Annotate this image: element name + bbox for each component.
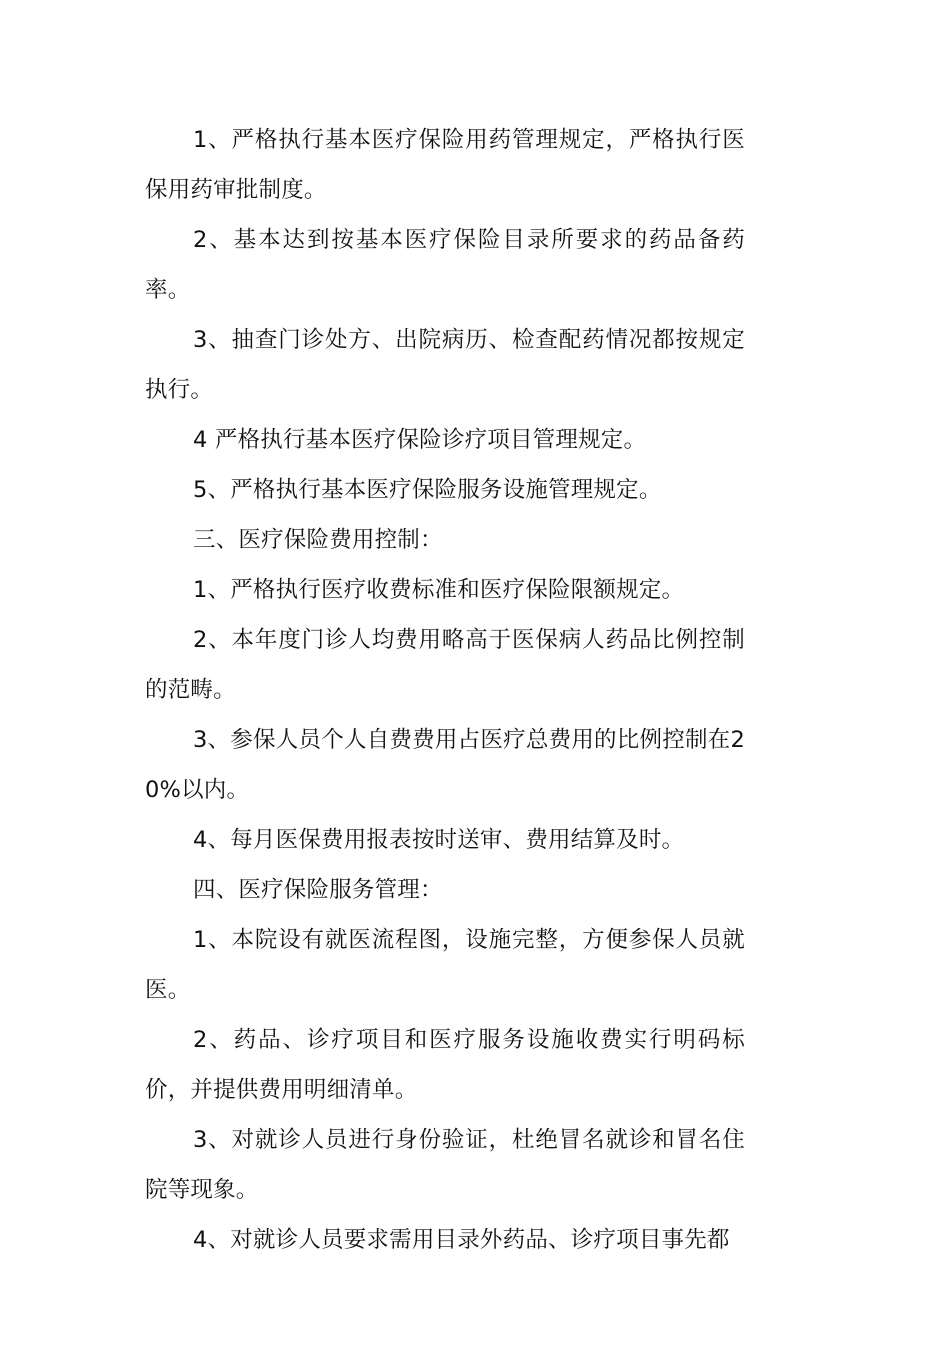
paragraph-9: 4、每月医保费用报表按时送审、费用结算及时。 (193, 827, 685, 853)
paragraph-1: 1、严格执行基本医疗保险用药管理规定，严格执行医保用药审批制度。 (145, 127, 745, 203)
paragraph-13: 4、对就诊人员要求需用目录外药品、诊疗项目事先都 (193, 1227, 730, 1253)
paragraph-2: 2、基本达到按基本医疗保险目录所要求的药品备药率。 (145, 227, 745, 303)
paragraph-10: 1、本院设有就医流程图，设施完整，方便参保人员就医。 (145, 927, 745, 1003)
section-heading-cost-control: 三、医疗保险费用控制： (193, 527, 443, 553)
paragraph-5: 5、严格执行基本医疗保险服务设施管理规定。 (193, 477, 662, 503)
section-heading-service-management: 四、医疗保险服务管理： (193, 877, 443, 903)
paragraph-12: 3、对就诊人员进行身份验证，杜绝冒名就诊和冒名住院等现象。 (145, 1127, 745, 1203)
paragraph-3: 3、抽查门诊处方、出院病历、检查配药情况都按规定执行。 (145, 327, 745, 403)
paragraph-4: 4 严格执行基本医疗保险诊疗项目管理规定。 (193, 427, 647, 453)
document-page (145, 115, 745, 1265)
paragraph-11: 2、药品、诊疗项目和医疗服务设施收费实行明码标价，并提供费用明细清单。 (145, 1027, 745, 1103)
paragraph-8: 3、参保人员个人自费费用占医疗总费用的比例控制在20%以内。 (145, 727, 745, 803)
paragraph-6: 1、严格执行医疗收费标准和医疗保险限额规定。 (193, 577, 685, 603)
paragraph-7: 2、本年度门诊人均费用略高于医保病人药品比例控制的范畴。 (145, 627, 745, 703)
